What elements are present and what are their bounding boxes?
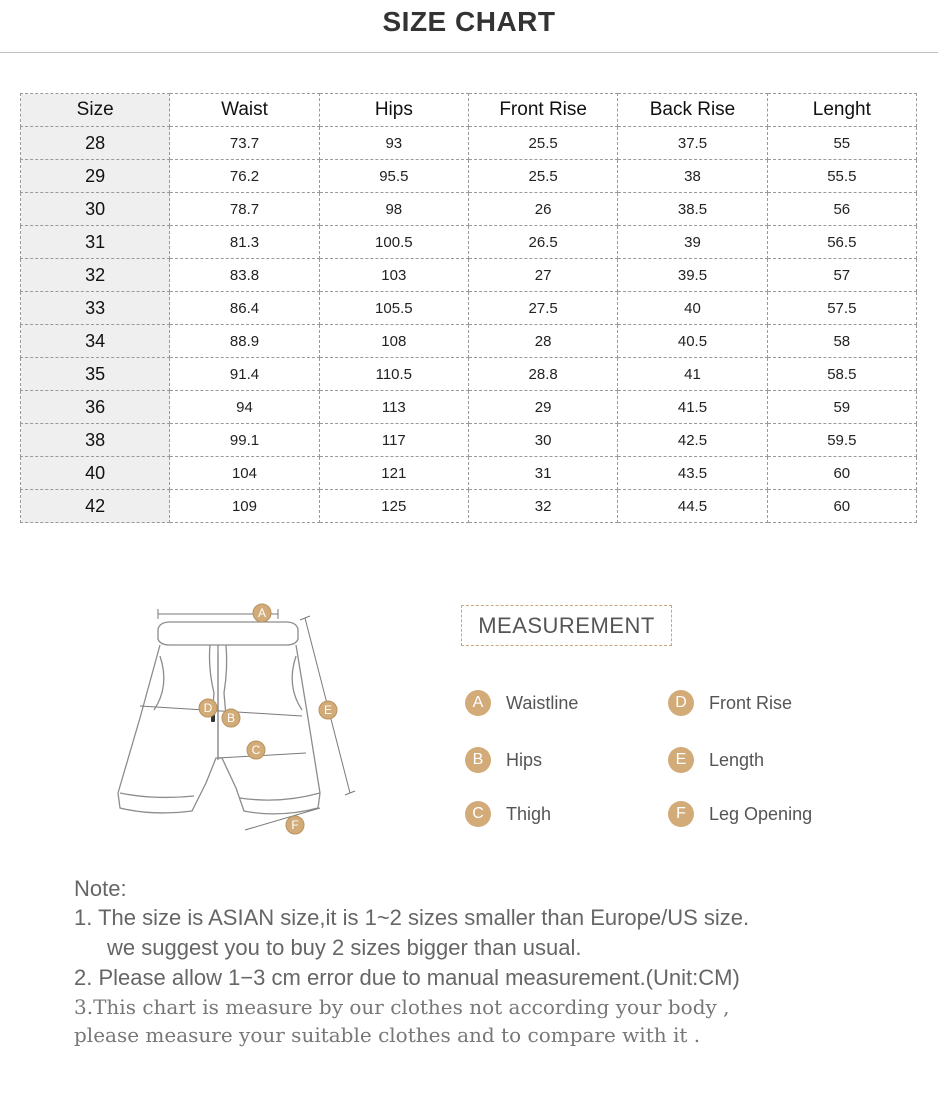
note-line-3b: please measure your suitable clothes and to compare with it . bbox=[74, 1023, 701, 1047]
legend-item-length bbox=[668, 746, 764, 774]
legend-item-waistline bbox=[465, 689, 578, 717]
table-cell: 55 bbox=[767, 127, 916, 160]
title-divider bbox=[0, 52, 938, 53]
size-cell: 31 bbox=[21, 226, 170, 259]
table-cell: 57.5 bbox=[767, 292, 916, 325]
table-row bbox=[21, 127, 917, 160]
table-cell: 41.5 bbox=[618, 391, 767, 424]
legend-item-leg-opening bbox=[668, 800, 812, 828]
table-cell: 29 bbox=[468, 391, 617, 424]
table-cell: 38 bbox=[618, 160, 767, 193]
table-cell: 40 bbox=[618, 292, 767, 325]
table-row bbox=[21, 193, 917, 226]
table-cell: 41 bbox=[618, 358, 767, 391]
size-table bbox=[20, 93, 917, 523]
table-cell: 99.1 bbox=[170, 424, 319, 457]
table-cell: 94 bbox=[170, 391, 319, 424]
table-body bbox=[21, 127, 917, 523]
diagram-marker-b bbox=[222, 709, 240, 727]
table-cell: 113 bbox=[319, 391, 468, 424]
size-cell: 32 bbox=[21, 259, 170, 292]
size-cell: 33 bbox=[21, 292, 170, 325]
svg-text:D: D bbox=[203, 701, 213, 715]
table-cell: 42.5 bbox=[618, 424, 767, 457]
legend-label: Thigh bbox=[506, 803, 552, 824]
table-cell: 28 bbox=[468, 325, 617, 358]
table-row bbox=[21, 259, 917, 292]
size-cell: 42 bbox=[21, 490, 170, 523]
table-cell: 26.5 bbox=[468, 226, 617, 259]
table-cell: 73.7 bbox=[170, 127, 319, 160]
size-cell: 30 bbox=[21, 193, 170, 226]
legend-label: Front Rise bbox=[709, 692, 793, 713]
note-line-1: 1. The size is ASIAN size,it is 1~2 sizes smaller than Europe/US size. bbox=[74, 905, 750, 930]
svg-text:C: C bbox=[251, 743, 261, 757]
table-cell: 78.7 bbox=[170, 193, 319, 226]
diagram-marker-e bbox=[319, 701, 337, 719]
table-cell: 44.5 bbox=[618, 490, 767, 523]
table-cell: 31 bbox=[468, 457, 617, 490]
legend-item-hips bbox=[465, 746, 542, 774]
size-cell: 38 bbox=[21, 424, 170, 457]
table-cell: 121 bbox=[319, 457, 468, 490]
legend-marker-b: B bbox=[465, 747, 491, 773]
diagram-marker-d bbox=[199, 699, 217, 717]
table-cell: 104 bbox=[170, 457, 319, 490]
note-title: Note: bbox=[74, 876, 127, 901]
note-line-1b: we suggest you to buy 2 sizes bigger than usual. bbox=[107, 935, 582, 960]
legend-label: Length bbox=[709, 749, 765, 770]
table-cell: 93 bbox=[319, 127, 468, 160]
table-cell: 28.8 bbox=[468, 358, 617, 391]
note-line-3: 3.This chart is measure by our clothes not according your body , bbox=[74, 995, 730, 1019]
table-cell: 105.5 bbox=[319, 292, 468, 325]
table-cell: 76.2 bbox=[170, 160, 319, 193]
table-cell: 81.3 bbox=[170, 226, 319, 259]
table-cell: 27.5 bbox=[468, 292, 617, 325]
legend-label: Leg Opening bbox=[709, 803, 813, 824]
size-cell: 29 bbox=[21, 160, 170, 193]
table-cell: 109 bbox=[170, 490, 319, 523]
legend-marker-e: E bbox=[668, 747, 694, 773]
legend-item-thigh bbox=[465, 800, 551, 828]
table-cell: 58 bbox=[767, 325, 916, 358]
legend-marker-c: C bbox=[465, 801, 491, 827]
table-row bbox=[21, 292, 917, 325]
column-header: Size bbox=[21, 94, 170, 127]
svg-text:F: F bbox=[291, 818, 299, 832]
table-row bbox=[21, 358, 917, 391]
note-section bbox=[74, 875, 914, 1049]
table-cell: 59.5 bbox=[767, 424, 916, 457]
table-cell: 27 bbox=[468, 259, 617, 292]
table-row bbox=[21, 490, 917, 523]
table-cell: 39 bbox=[618, 226, 767, 259]
table-cell: 37.5 bbox=[618, 127, 767, 160]
table-cell: 95.5 bbox=[319, 160, 468, 193]
table-cell: 83.8 bbox=[170, 259, 319, 292]
column-header: Back Rise bbox=[618, 94, 767, 127]
table-cell: 30 bbox=[468, 424, 617, 457]
measurement-title: MEASUREMENT bbox=[461, 605, 672, 646]
table-cell: 60 bbox=[767, 490, 916, 523]
table-row bbox=[21, 424, 917, 457]
table-cell: 98 bbox=[319, 193, 468, 226]
table-cell: 125 bbox=[319, 490, 468, 523]
diagram-marker-c bbox=[247, 741, 265, 759]
table-cell: 43.5 bbox=[618, 457, 767, 490]
svg-text:E: E bbox=[323, 703, 333, 717]
table-cell: 58.5 bbox=[767, 358, 916, 391]
table-row bbox=[21, 160, 917, 193]
size-cell: 35 bbox=[21, 358, 170, 391]
size-cell: 40 bbox=[21, 457, 170, 490]
table-cell: 25.5 bbox=[468, 160, 617, 193]
table-cell: 56 bbox=[767, 193, 916, 226]
table-cell: 117 bbox=[319, 424, 468, 457]
table-cell: 39.5 bbox=[618, 259, 767, 292]
legend-marker-a: A bbox=[465, 690, 491, 716]
size-cell: 34 bbox=[21, 325, 170, 358]
table-cell: 38.5 bbox=[618, 193, 767, 226]
table-cell: 91.4 bbox=[170, 358, 319, 391]
legend-marker-d: D bbox=[668, 690, 694, 716]
size-cell: 28 bbox=[21, 127, 170, 160]
table-cell: 100.5 bbox=[319, 226, 468, 259]
table-row bbox=[21, 325, 917, 358]
table-header-row bbox=[21, 94, 917, 127]
shorts-diagram bbox=[110, 598, 370, 848]
table-cell: 32 bbox=[468, 490, 617, 523]
table-cell: 40.5 bbox=[618, 325, 767, 358]
table-cell: 55.5 bbox=[767, 160, 916, 193]
table-cell: 56.5 bbox=[767, 226, 916, 259]
table-cell: 110.5 bbox=[319, 358, 468, 391]
legend-item-front-rise bbox=[668, 689, 792, 717]
svg-text:A: A bbox=[257, 606, 267, 620]
table-cell: 103 bbox=[319, 259, 468, 292]
note-line-2: 2. Please allow 1−3 cm error due to manual measurement.(Unit:CM) bbox=[74, 965, 740, 990]
legend-label: Waistline bbox=[506, 692, 579, 713]
table-cell: 88.9 bbox=[170, 325, 319, 358]
column-header: Front Rise bbox=[468, 94, 617, 127]
column-header: Hips bbox=[319, 94, 468, 127]
table-cell: 57 bbox=[767, 259, 916, 292]
table-cell: 108 bbox=[319, 325, 468, 358]
table-cell: 26 bbox=[468, 193, 617, 226]
table-row bbox=[21, 226, 917, 259]
page-title: SIZE CHART bbox=[382, 6, 556, 37]
table-cell: 86.4 bbox=[170, 292, 319, 325]
size-cell: 36 bbox=[21, 391, 170, 424]
column-header: Lenght bbox=[767, 94, 916, 127]
diagram-marker-f bbox=[286, 816, 304, 834]
legend-label: Hips bbox=[506, 749, 543, 770]
svg-text:B: B bbox=[226, 711, 236, 725]
column-header: Waist bbox=[170, 94, 319, 127]
table-row bbox=[21, 457, 917, 490]
table-row bbox=[21, 391, 917, 424]
table-cell: 25.5 bbox=[468, 127, 617, 160]
table-cell: 59 bbox=[767, 391, 916, 424]
diagram-marker-a bbox=[253, 604, 271, 622]
legend-marker-f: F bbox=[668, 801, 694, 827]
table-cell: 60 bbox=[767, 457, 916, 490]
